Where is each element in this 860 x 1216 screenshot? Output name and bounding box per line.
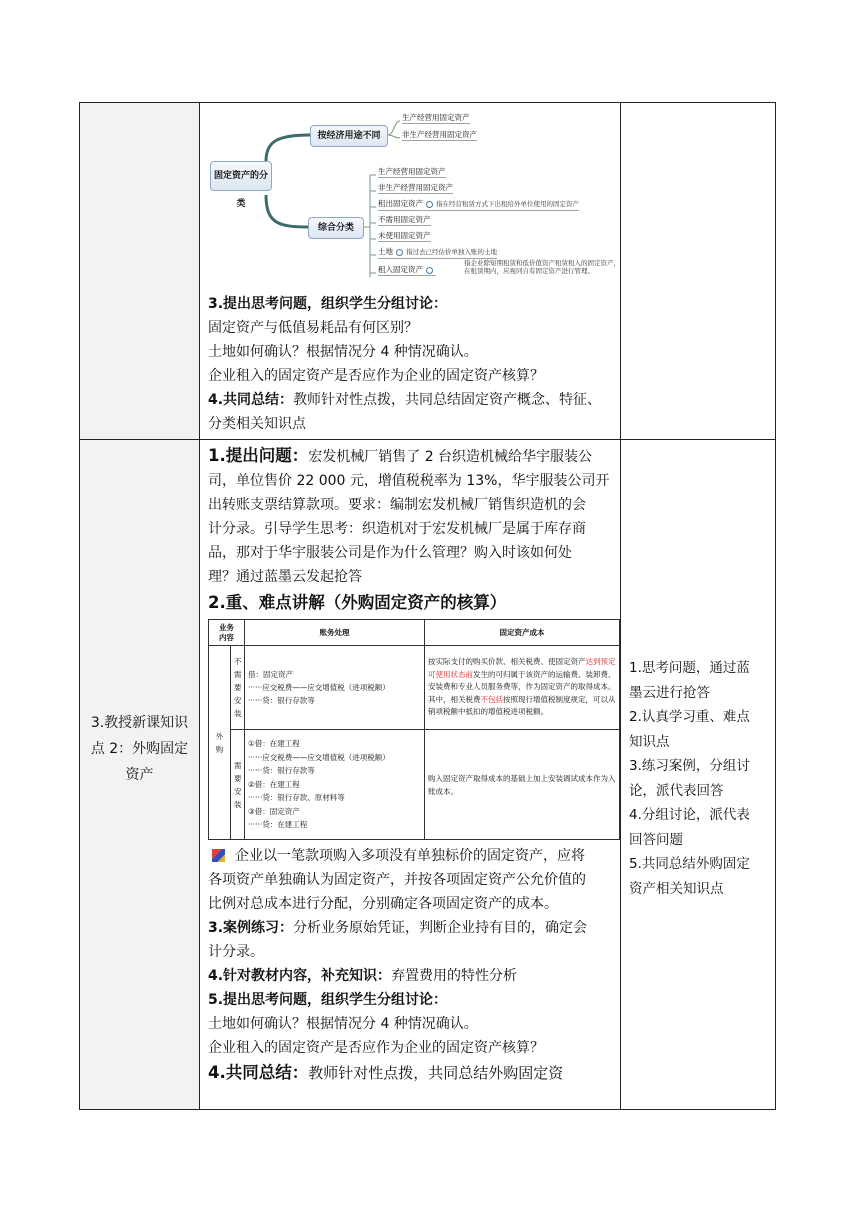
paragraph-text: 企业以一笔款项购入多项没有单独标价的固定资产，应将: [235, 848, 585, 864]
content-cell: [200, 440, 621, 1110]
topic-label-line: 3.教授新课知识: [90, 714, 189, 731]
mindmap-note: 指企业除短期租赁和低价值资产租赁租入的固定资产，: [464, 259, 620, 267]
mindmap-leaf-label: 租入固定资产: [378, 265, 423, 274]
mindmap-leaf: [378, 199, 579, 211]
mindmap-leaf: [378, 265, 436, 276]
mindmap-leaf: 不需用固定资产: [378, 215, 431, 224]
content-cell: [200, 103, 621, 440]
paragraph: 企业租入的固定资产是否应作为企业的固定资产核算？: [208, 368, 544, 384]
activity-line: 2.认真学习重、难点: [629, 709, 750, 725]
mindmap-note: 指在经营租赁方式下出租给外单位使用的固定资产: [436, 200, 579, 208]
activity-line: 1.思考问题，通过蓝: [629, 660, 750, 676]
paragraph: 理？通过蓝墨云发起抢答: [208, 569, 362, 585]
paragraph-text: 弃置费用的特性分析: [391, 968, 518, 984]
paragraph: 固定资产与低值易耗品有何区别？: [208, 320, 418, 336]
entry-no-install: 借：固定资产 ······应交税费——应交增值税（进项税额） ······贷：银行存款等: [245, 646, 425, 730]
section-heading: 5.提出思考问题，组织学生分组讨论：: [208, 992, 448, 1008]
header-text: 内容: [219, 632, 234, 642]
activity-line: 回答问题: [629, 831, 683, 848]
classification-mindmap: [208, 105, 618, 285]
paragraph: 分类相关知识点: [208, 416, 306, 432]
topic-label-cell: [80, 440, 200, 1110]
activity-line: 资产相关知识点: [629, 880, 724, 897]
mindmap-branch-usage: 按经济用途不同: [310, 125, 388, 147]
section-heading: 2.重、难点讲解（外购固定资产的核算）: [208, 593, 507, 612]
outsource-label: 外 购: [209, 646, 231, 840]
paragraph: 土地如何确认？根据情况分 4 种情况确认。: [208, 344, 478, 360]
section-heading: 4.共同总结：: [208, 1063, 309, 1082]
section-heading: 4.针对教材内容，补充知识：: [208, 968, 392, 984]
cost-need-install: 购入固定资产取得成本的基础上加上安装调试成本作为入账成本。: [425, 730, 620, 840]
mindmap-leaf: 非生产经营用固定资产: [378, 183, 453, 192]
paragraph-text: 教师针对性点拨，共同总结固定资产概念、特征、: [293, 392, 602, 408]
mindmap-leaf: 生产经营用固定资产: [402, 113, 470, 122]
paragraph: 各项资产单独确认为固定资产，并按各项固定资产公允价值的: [208, 872, 586, 888]
shaded-label-cell: [80, 103, 200, 440]
mindmap-root: 固定资产的分类: [210, 161, 272, 191]
activity-line: 墨云进行抢答: [629, 684, 710, 701]
paragraph: 出转账支票结算款项。要求：编制宏发机械厂销售织造机的会: [208, 497, 586, 513]
mindmap-leaf: [378, 247, 497, 259]
mindmap-branch-comprehensive: 综合分类: [308, 217, 364, 239]
empty-cell: [621, 103, 776, 440]
mindmap-leaf: 未使用固定资产: [378, 231, 431, 240]
paragraph: 企业租入的固定资产是否应作为企业的固定资产核算？: [208, 1040, 544, 1056]
activity-line: 5.共同总结外购固定: [629, 856, 750, 872]
section-heading: 3.案例练习：: [208, 920, 294, 936]
lesson-plan-table: [79, 102, 776, 1110]
table-row: [80, 103, 776, 440]
activity-line: 论，派代表回答: [629, 782, 724, 799]
mindmap-note: 在租赁期内，应视同自有固定资产进行管理。: [464, 267, 594, 275]
section-heading: 1.提出问题：: [208, 446, 309, 465]
mindmap-leaf: 生产经营用固定资产: [378, 167, 446, 176]
need-install-label: 需 要 安 装: [231, 730, 245, 840]
note-circle-icon: [426, 267, 433, 274]
activity-line: 4.分组讨论，派代表: [629, 807, 750, 823]
no-install-label: 不 需 要 安 装: [231, 646, 245, 730]
mindmap-leaf: 非生产经营用固定资产: [402, 130, 477, 139]
note-circle-icon: [426, 201, 433, 208]
topic-label-line: 资产: [125, 766, 154, 783]
topic-label-line: 点 2：外购固定: [90, 740, 189, 757]
header-cost: 固定资产成本: [425, 620, 620, 646]
paragraph: 计分录。引导学生思考：织造机对于宏发机械厂是属于库存商: [208, 521, 586, 537]
activity-line: 3.练习案例，分组讨: [629, 758, 750, 774]
note-circle-icon: [396, 249, 403, 256]
paragraph: 计分录。: [208, 944, 264, 960]
header-text: 业务: [219, 622, 234, 632]
section-heading: 4.共同总结：: [208, 392, 294, 408]
cost-no-install: 按实际支付的购买价款、相关税费、使固定资产达到预定可使用状态前发生的可归属于该资产的运输费、装卸费、安装费和专业人员服务费等，作为固定资产的取得成本。其中，相关税费不包括按照现行增值税制度规定，可以从销项税额中抵扣的增值税进项税额。: [425, 646, 620, 730]
paragraph: 司，单位售价 22 000 元，增值税税率为 13%，华宇服装公司开: [208, 473, 610, 489]
outsourced-asset-accounting-table: [208, 619, 620, 840]
section-heading: 3.提出思考问题，组织学生分组讨论：: [208, 296, 448, 312]
activity-line: 知识点: [629, 733, 670, 750]
student-activity-cell: [621, 440, 776, 1110]
table-row: [80, 440, 776, 1110]
header-accounting: 账务处理: [245, 620, 425, 646]
entry-need-install: ①借：在建工程 ······应交税费——应交增值税（进项税额） ······贷：银行存款等 ②借：在建工程 ······贷：银行存款、原材料等 ③借：固定资产 ······贷：在建工程: [245, 730, 425, 840]
mindmap-leaf-label: 土地: [378, 247, 393, 256]
paragraph-text: 分析业务原始凭证，判断企业持有目的，确定会: [293, 920, 588, 936]
mindmap-leaf-label: 租出固定资产: [378, 199, 423, 208]
paragraph-text: 宏发机械厂销售了 2 台织造机械给华宇服装公: [308, 449, 593, 465]
bullet-icon: [212, 849, 225, 862]
paragraph: 土地如何确认？根据情况分 4 种情况确认。: [208, 1016, 478, 1032]
paragraph-text: 教师针对性点拨，共同总结外购固定资: [308, 1064, 564, 1082]
paragraph: 比例对总成本进行分配，分别确定各项固定资产的成本。: [208, 896, 558, 912]
mindmap-note: 指过去已经估价单独入账的土地: [406, 248, 497, 256]
paragraph: 品，那对于华宇服装公司是作为什么管理？购入时该如何处: [208, 545, 572, 561]
header-biz: [209, 620, 245, 646]
